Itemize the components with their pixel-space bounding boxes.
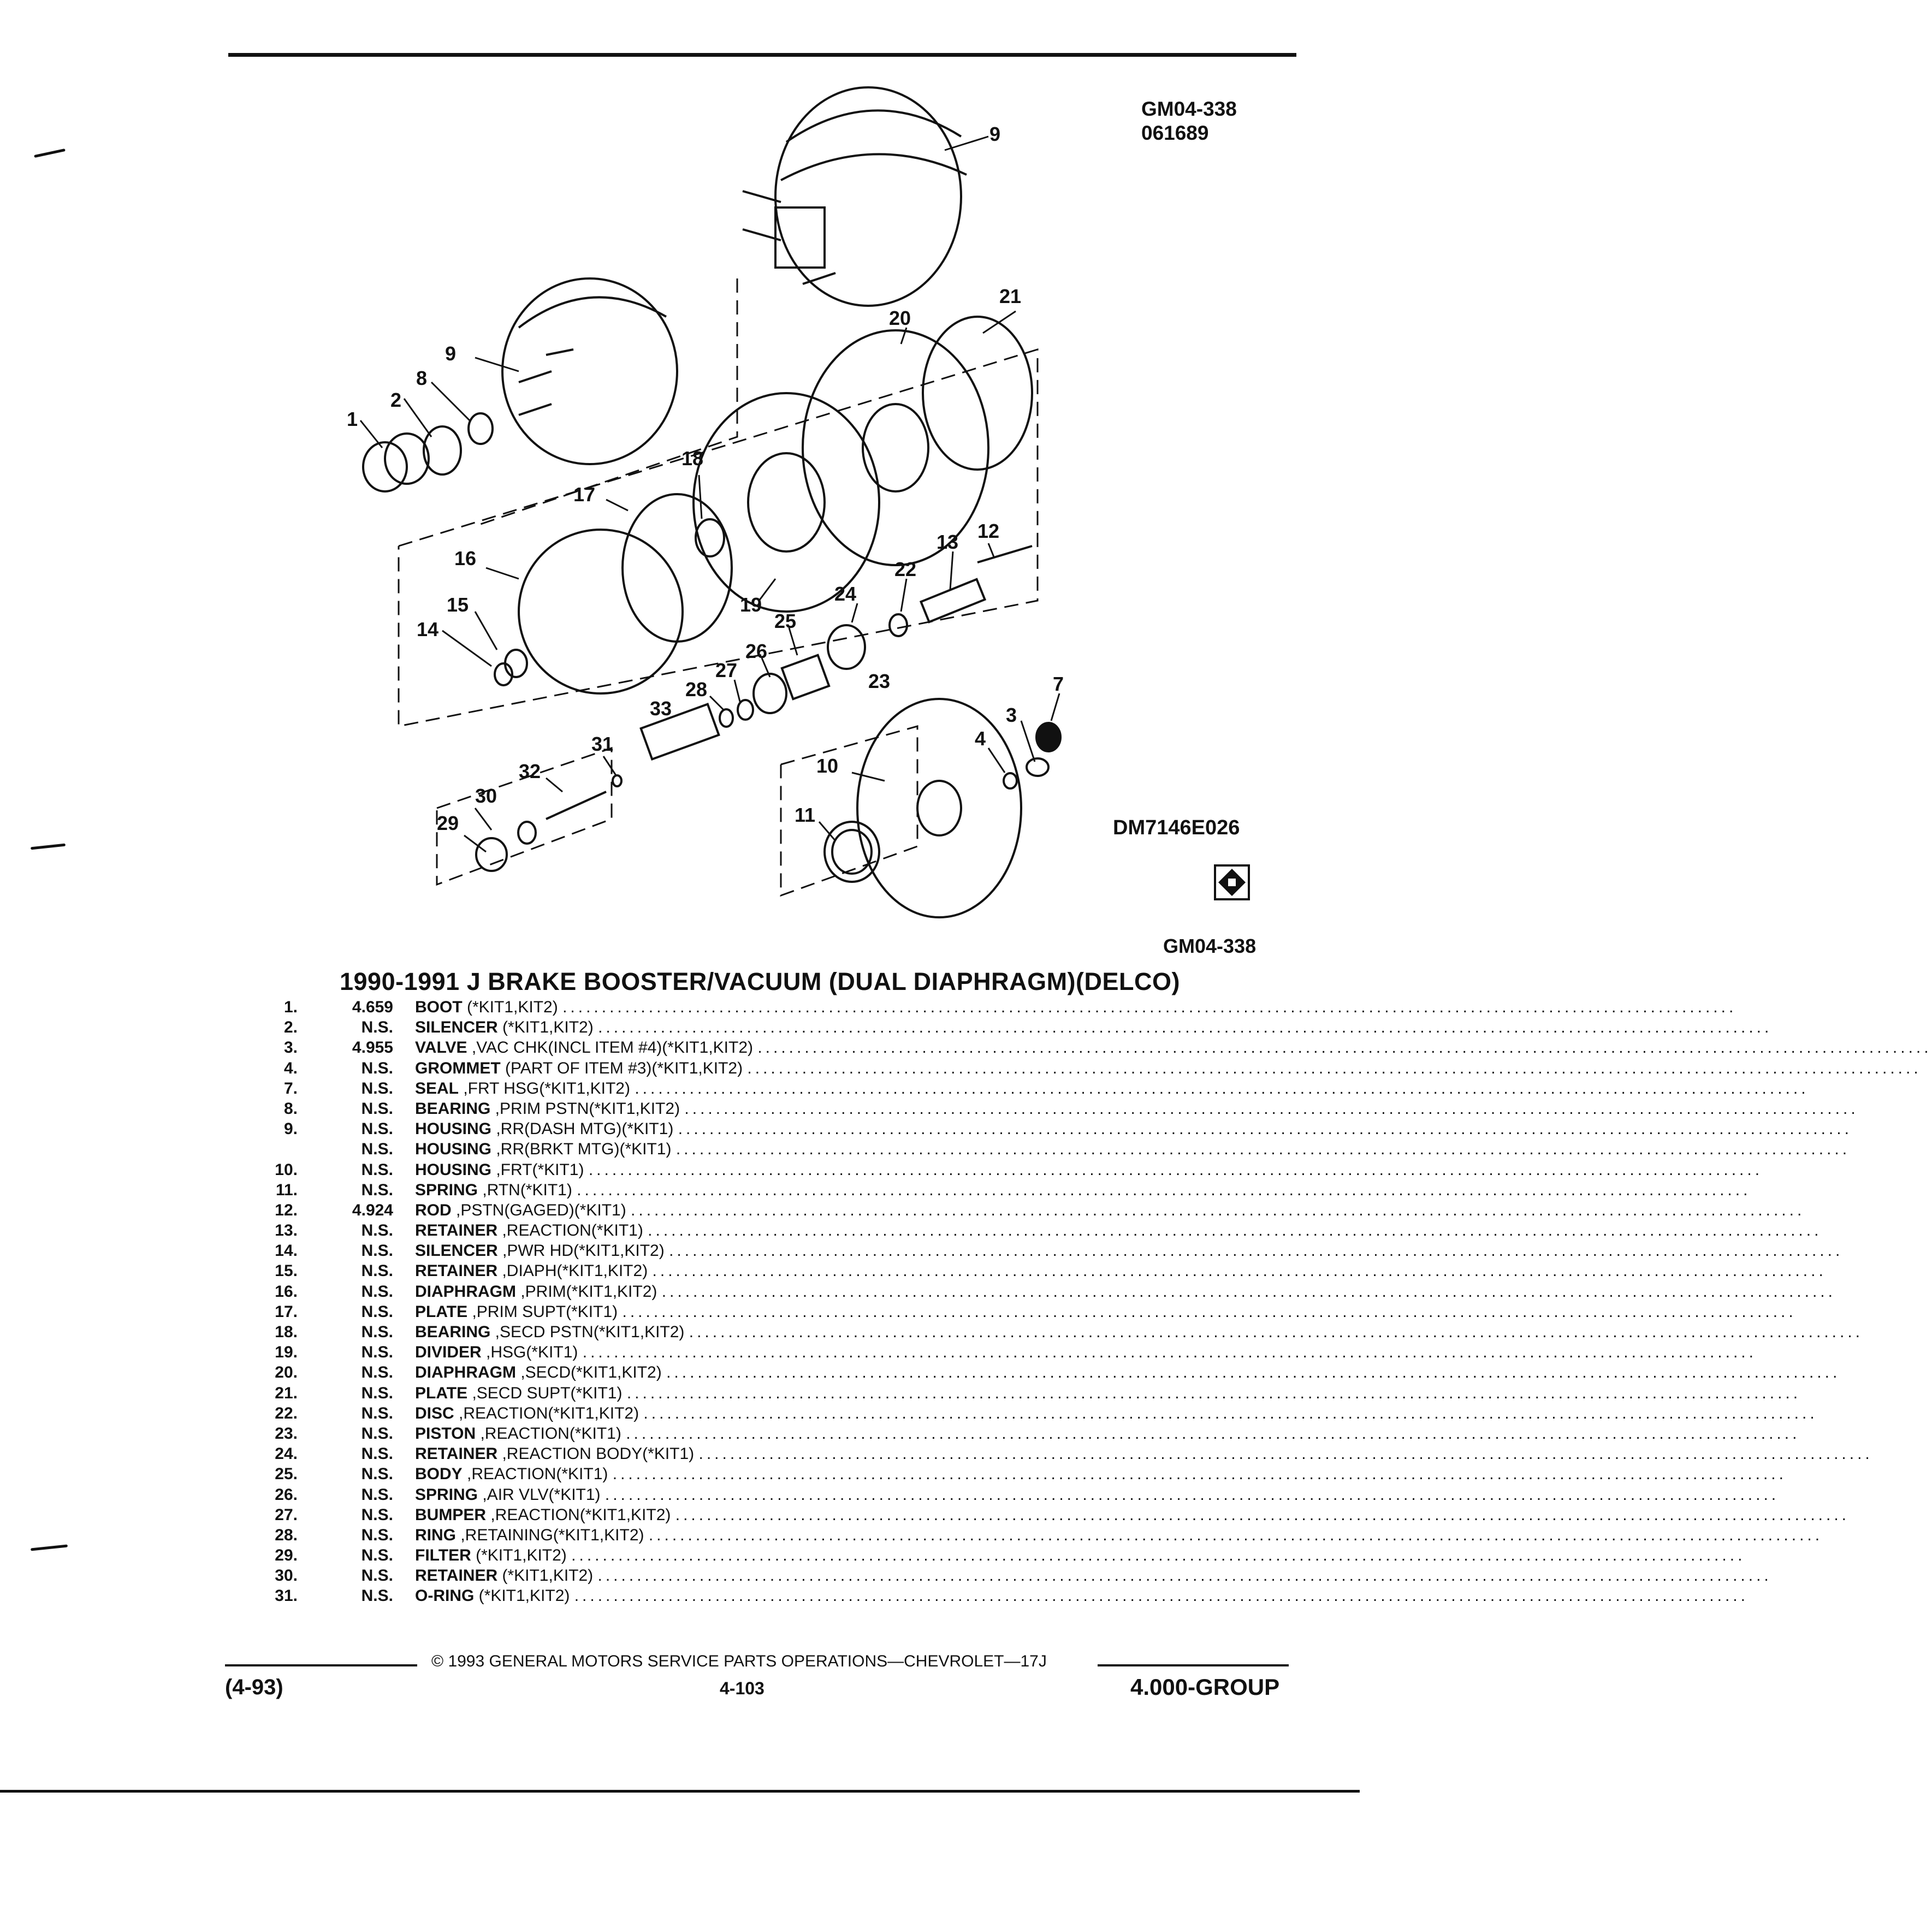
item-name: RETAINER [415,1567,498,1585]
dot-leader: ...................................................................................................................................................... [598,1018,1773,1037]
parts-list-row [251,1058,1922,1078]
item-name: DIAPHRAGM [415,1363,516,1382]
dot-leader: ...................................................................................................................................................... [689,1323,1864,1341]
item-name: BOOT [415,998,463,1016]
dot-leader: ...................................................................................................................................................... [652,1262,1827,1280]
item-code: 4.955 [352,1039,393,1057]
item-code: N.S. [361,1181,393,1199]
item-description [415,1565,1772,1586]
item-detail: ,HSG(*KIT1) [481,1343,578,1362]
item-number: 31. [275,1587,298,1605]
item-description [415,1444,1873,1464]
rear-housing-dash [502,278,677,464]
item-number: 7. [283,1079,298,1098]
parts-list-row [251,1322,1864,1342]
item-number: 24. [275,1445,298,1463]
callout: 9 [445,342,457,365]
illustration-code: DM7146E026 [1113,816,1240,839]
callout: 26 [745,640,768,662]
item-number: 2. [283,1018,298,1037]
leader-lines [360,137,1059,852]
item-detail: (*KIT1,KIT2) [497,1567,594,1585]
parts-list-row [251,1160,1763,1180]
item-description [415,1180,1751,1200]
item-detail: ,VAC CHK(INCL ITEM #4)(*KIT1,KIT2) [467,1039,753,1057]
dot-leader: ...................................................................................................................................................... [622,1302,1797,1321]
bottom-rule [0,1790,1360,1793]
item-description [415,1119,1852,1139]
callout: 33 [650,697,672,720]
item-number: 11. [275,1181,298,1199]
gm-parts-logo [1215,865,1249,899]
item-description [415,1017,1773,1037]
item-name: DISC [415,1404,454,1422]
item-name: RETAINER [415,1445,498,1463]
callout: 32 [519,760,541,782]
callout: 4 [975,727,986,750]
item-description [415,1362,1841,1383]
dot-leader: ...................................................................................................................................................... [669,1242,1844,1260]
item-description [415,1037,1932,1058]
callout: 22 [894,558,917,580]
item-description [415,1302,1797,1322]
item-name: BEARING [415,1099,491,1118]
item-number: 25. [275,1465,298,1484]
item-code: N.S. [361,1526,393,1544]
item-detail: ,FRT HSG(*KIT1,KIT2) [459,1079,630,1098]
parts-list-row [251,1545,1746,1565]
item-description [415,1545,1746,1565]
dot-leader: ...................................................................................................................................................... [661,1282,1836,1301]
item-detail: ,REACTION(*KIT1) [497,1221,643,1240]
dot-leader: ...................................................................................................................................................... [635,1079,1809,1098]
callout: 10 [816,755,839,777]
parts-list-row [251,1505,1850,1525]
item-detail: (*KIT1,KIT2) [471,1546,567,1565]
boot-silencer-bearing [363,413,493,491]
item-detail: ,PRIM SUPT(*KIT1) [467,1302,618,1321]
callout: 13 [937,531,959,553]
item-name: HOUSING [415,1140,492,1159]
item-detail: ,DIAPH(*KIT1,KIT2) [497,1262,648,1280]
item-description [415,1058,1922,1078]
item-name: RING [415,1526,456,1544]
dot-leader: ...................................................................................................................................................... [675,1505,1850,1524]
dot-leader: ...................................................................................................................................................... [626,1384,1801,1402]
item-description [415,1322,1864,1342]
item-number: 29. [275,1546,298,1565]
item-description [415,997,1737,1017]
item-description [415,1160,1763,1180]
callout: 23 [868,670,891,692]
item-name: O-RING [415,1587,475,1605]
dot-leader: ...................................................................................................................................................... [698,1445,1873,1463]
dot-leader: ...................................................................................................................................................... [597,1567,1772,1585]
callout: 1 [347,408,358,430]
item-code: N.S. [361,1323,393,1341]
item-code: N.S. [361,1587,393,1605]
callout: 31 [591,733,614,755]
item-name: GROMMET [415,1059,501,1077]
parts-list-row [251,1485,1780,1505]
dot-leader: ...................................................................................................................................................... [574,1587,1749,1605]
item-description [415,1139,1851,1159]
dot-leader: ...................................................................................................................................................... [643,1404,1818,1422]
callout: 3 [1006,704,1017,726]
item-description [415,1383,1801,1403]
group-code: 4.000-GROUP [1130,1674,1280,1700]
item-name: VALVE [415,1039,467,1057]
item-description [415,1282,1836,1302]
callout: 24 [834,583,857,605]
callout: 12 [977,520,1000,542]
dot-leader: ...................................................................................................................................................... [678,1120,1852,1138]
item-detail: ,FRT(*KIT1) [491,1160,584,1179]
item-detail: ,SECD PSTN(*KIT1,KIT2) [490,1323,685,1341]
callout: 21 [999,285,1022,307]
callout: 11 [795,804,816,826]
item-detail: (PART OF ITEM #3)(*KIT1,KIT2) [500,1059,743,1077]
item-number: 28. [275,1526,298,1544]
parts-list-row [251,1464,1787,1484]
dot-leader: ...................................................................................................................................................... [757,1039,1932,1057]
item-description [415,1586,1749,1606]
item-detail: ,AIR VLV(*KIT1) [478,1485,601,1504]
parts-list-row [251,1362,1841,1383]
item-name: BODY [415,1465,463,1484]
dot-leader: ...................................................................................................................................................... [631,1201,1805,1219]
item-description [415,1505,1850,1525]
item-detail: ,SECD SUPT(*KIT1) [467,1384,623,1402]
callout: 14 [417,618,439,640]
dot-leader: ...................................................................................................................................................... [747,1059,1922,1077]
item-code: N.S. [361,1465,393,1484]
item-code: N.S. [361,1404,393,1422]
item-number: 23. [275,1424,298,1443]
parts-list-row [251,1139,1851,1159]
item-detail: ,RR(BRKT MTG)(*KIT1) [491,1140,672,1159]
parts-list-row [251,997,1737,1017]
item-number: 20. [275,1363,298,1382]
item-description [415,1342,1757,1362]
item-number: 15. [275,1262,298,1280]
item-name: SEAL [415,1079,459,1098]
item-number: 12. [275,1201,298,1219]
dot-leader: ...................................................................................................................................................... [684,1099,1859,1118]
dot-leader: ...................................................................................................................................................... [588,1160,1763,1179]
dot-leader: ...................................................................................................................................................... [648,1221,1822,1240]
item-description [415,1423,1800,1444]
item-code: N.S. [361,1384,393,1402]
item-number: 13. [275,1221,298,1240]
item-name: SPRING [415,1181,478,1199]
callout: 29 [437,812,459,834]
item-name: HOUSING [415,1160,492,1179]
callout: 16 [454,547,477,570]
item-name: RETAINER [415,1262,498,1280]
item-number: 30. [275,1567,298,1585]
item-number: 8. [283,1099,298,1118]
item-detail: ,SECD(*KIT1,KIT2) [516,1363,662,1382]
item-code: 4.924 [352,1201,393,1219]
dot-leader: ...................................................................................................................................................... [666,1363,1841,1382]
item-name: BUMPER [415,1505,487,1524]
item-name: PLATE [415,1384,468,1402]
parts-list [251,997,1932,1606]
item-number: 3. [283,1039,298,1057]
item-detail: ,REACTION(*KIT1,KIT2) [454,1404,639,1422]
item-name: DIVIDER [415,1343,482,1362]
callout: 19 [740,594,762,616]
item-number: 19. [275,1343,298,1362]
parts-list-row [251,1017,1773,1037]
item-name: RETAINER [415,1221,498,1240]
item-number: 27. [275,1505,298,1524]
item-detail: ,REACTION(*KIT1) [476,1424,621,1443]
parts-list-row [251,1119,1852,1139]
item-number: 14. [275,1242,298,1260]
dot-leader: ...................................................................................................................................................... [582,1343,1757,1362]
parts-list-title: 1990-1991 J BRAKE BOOSTER/VACUUM (DUAL DIAPHRAGM)(DELCO) [340,968,1181,995]
item-name: SILENCER [415,1018,498,1037]
item-description [415,1464,1787,1484]
item-detail: ,PRIM(*KIT1,KIT2) [516,1282,657,1301]
parts-list-row [251,1302,1797,1322]
item-detail: ,PWR HD(*KIT1,KIT2) [497,1242,665,1260]
parts-list-row [251,1282,1836,1302]
copyright-notice: © 1993 GENERAL MOTORS SERVICE PARTS OPERATIONS—CHEVROLET—17J [431,1652,1047,1670]
callout: 25 [774,610,797,632]
item-number: 1. [283,998,298,1016]
margin-mark [31,1544,68,1551]
item-name: ROD [415,1201,452,1219]
parts-list-row [251,1261,1827,1281]
item-name: SPRING [415,1485,478,1504]
callout: 2 [390,389,402,411]
parts-list-row [251,1403,1818,1423]
item-code: 4.659 [352,998,393,1016]
item-code: N.S. [361,1221,393,1240]
callout: 28 [685,678,708,701]
item-code: N.S. [361,1424,393,1443]
diagram-footer-code: GM04-338 [1163,935,1257,957]
parts-list-row [251,1037,1932,1058]
item-detail: (*KIT1,KIT2) [462,998,558,1016]
dot-leader: ...................................................................................................................................................... [571,1546,1746,1565]
item-code: N.S. [361,1018,393,1037]
item-description [415,1220,1822,1241]
callout: 15 [447,594,469,616]
parts-list-row [251,1383,1801,1403]
item-description [415,1525,1823,1545]
item-name: BEARING [415,1323,491,1341]
item-code: N.S. [361,1445,393,1463]
item-code: N.S. [361,1059,393,1077]
exploded-diagram [0,0,1380,961]
item-code: N.S. [361,1302,393,1321]
item-code: N.S. [361,1099,393,1118]
item-number: 4. [283,1059,298,1077]
callout: 30 [475,785,497,807]
callout: 9 [989,123,1001,145]
dot-leader: ...................................................................................................................................................... [675,1140,1851,1159]
item-detail: ,REACTION BODY(*KIT1) [497,1445,695,1463]
item-detail: ,RTN(*KIT1) [478,1181,572,1199]
item-code: N.S. [361,1363,393,1382]
dot-leader: ...................................................................................................................................................... [626,1424,1800,1443]
item-description [415,1485,1780,1505]
catalog-code: GM04-338 [1141,98,1237,120]
callout: 18 [681,447,704,470]
item-number: 22. [275,1404,298,1422]
item-code: N.S. [361,1505,393,1524]
item-code: N.S. [361,1262,393,1280]
parts-list-row [251,1099,1859,1119]
parts-list-row [251,1525,1823,1545]
item-code: N.S. [361,1485,393,1504]
item-code: N.S. [361,1546,393,1565]
item-description [415,1200,1805,1220]
item-detail: ,PSTN(GAGED)(*KIT1) [451,1201,626,1219]
item-description [415,1099,1859,1119]
item-code: N.S. [361,1079,393,1098]
item-description [415,1241,1844,1261]
dot-leader: ...................................................................................................................................................... [605,1485,1780,1504]
item-name: HOUSING [415,1120,492,1138]
item-detail: ,RETAINING(*KIT1,KIT2) [456,1526,644,1544]
item-detail: ,RR(DASH MTG)(*KIT1) [491,1120,674,1138]
item-code: N.S. [361,1567,393,1585]
item-name: PLATE [415,1302,468,1321]
dot-leader: ...................................................................................................................................................... [577,1181,1751,1199]
item-number: 9. [283,1120,298,1138]
item-number: 17. [275,1302,298,1321]
item-description [415,1403,1818,1423]
rear-housing-bracket [743,87,967,306]
date-code: 061689 [1141,122,1209,144]
item-number: 26. [275,1485,298,1504]
item-name: PISTON [415,1424,476,1443]
item-number: 21. [275,1384,298,1402]
parts-list-row [251,1241,1844,1261]
callout: 7 [1053,673,1064,695]
item-detail: (*KIT1,KIT2) [497,1018,594,1037]
parts-list-row [251,1586,1749,1606]
parts-list-row [251,1342,1757,1362]
page-date: (4-93) [225,1675,283,1699]
parts-list-row [251,1200,1805,1220]
item-code: N.S. [361,1282,393,1301]
callout: 20 [889,307,911,329]
parts-list-row [251,1444,1873,1464]
item-number: 16. [275,1282,298,1301]
item-code: N.S. [361,1120,393,1138]
callout: 8 [416,367,428,389]
dot-leader: ...................................................................................................................................................... [562,998,1737,1016]
dot-leader: ...................................................................................................................................................... [612,1465,1787,1484]
item-code: N.S. [361,1160,393,1179]
item-description [415,1078,1809,1099]
parts-list-row [251,1078,1809,1099]
parts-list-row [251,1220,1822,1241]
footer-rule-right [1098,1664,1289,1666]
parts-list-row [251,1423,1800,1444]
page-number: 4-103 [720,1678,764,1698]
dot-leader: ...................................................................................................................................................... [648,1526,1823,1544]
item-code: N.S. [361,1343,393,1362]
parts-list-row [251,1565,1772,1586]
item-code: N.S. [361,1242,393,1260]
item-detail: ,REACTION(*KIT1,KIT2) [486,1505,671,1524]
item-name: FILTER [415,1546,471,1565]
item-detail: (*KIT1,KIT2) [474,1587,570,1605]
item-detail: ,PRIM PSTN(*KIT1,KIT2) [490,1099,680,1118]
item-code: N.S. [361,1140,393,1159]
footer-rule-left [225,1664,417,1666]
item-name: SILENCER [415,1242,498,1260]
parts-list-row [251,1180,1751,1200]
item-number: 18. [275,1323,298,1341]
item-number: 10. [275,1160,298,1179]
item-name: DIAPHRAGM [415,1282,516,1301]
callout: 17 [573,483,596,506]
item-detail: ,REACTION(*KIT1) [462,1465,608,1484]
callout: 27 [715,659,738,681]
item-description [415,1261,1827,1281]
